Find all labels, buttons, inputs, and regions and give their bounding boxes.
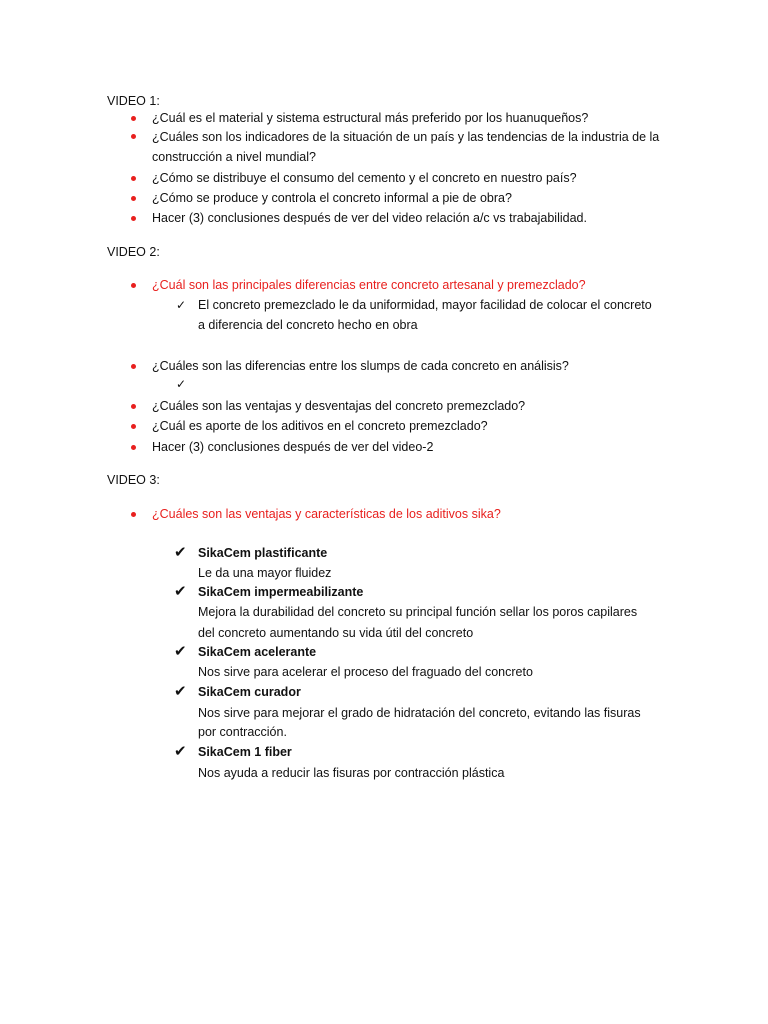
product-desc-curador: Nos sirve para mejorar el grado de hidratación del concreto, evitando las fisuras: [198, 706, 641, 720]
product-name-curador: SikaCem curador: [198, 685, 301, 699]
video2-question-4: ¿Cuál es aporte de los aditivos en el concreto premezclado?: [152, 419, 488, 433]
video3-title: VIDEO 3:: [107, 473, 160, 487]
check-icon: ✓: [176, 298, 187, 312]
video1-question-2: ¿Cuáles son los indicadores de la situación de un país y las tendencias de la industria de la: [152, 130, 660, 144]
video1-title: VIDEO 1:: [107, 94, 160, 108]
product-desc-plastificante: Le da una mayor fluidez: [198, 566, 332, 580]
product-name-acelerante: SikaCem acelerante: [198, 645, 317, 659]
bullet-icon: [131, 404, 136, 409]
video2-question-5: Hacer (3) conclusiones después de ver del video-2: [152, 440, 434, 454]
bullet-icon: [131, 196, 136, 201]
video1-question-3: ¿Cómo se distribuye el consumo del cemento y el concreto en nuestro país?: [152, 171, 577, 185]
check-icon: ✔: [174, 643, 187, 660]
bullet-icon: [131, 512, 136, 517]
bullet-icon: [131, 283, 136, 288]
bullet-icon: [131, 424, 136, 429]
bullet-icon: [131, 216, 136, 221]
check-icon: ✔: [174, 583, 187, 600]
video1-question-2-continued: construcción a nivel mundial?: [152, 150, 316, 164]
video3-question-1: ¿Cuáles son las ventajas y características de los aditivos sika?: [152, 507, 501, 521]
bullet-icon: [131, 364, 136, 369]
product-desc-curador-continued: por contracción.: [198, 725, 287, 739]
video2-question-1: ¿Cuál son las principales diferencias entre concreto artesanal y premezclado?: [152, 278, 586, 292]
video2-question-3: ¿Cuáles son las ventajas y desventajas del concreto premezclado?: [152, 399, 526, 413]
product-name-plastificante: SikaCem plastificante: [198, 546, 328, 560]
video2-question-2: ¿Cuáles son las diferencias entre los slumps de cada concreto en análisis?: [152, 359, 569, 373]
check-icon: ✔: [174, 743, 187, 760]
bullet-icon: [131, 176, 136, 181]
check-icon: ✓: [176, 377, 187, 391]
video2-title: VIDEO 2:: [107, 245, 160, 259]
check-icon: ✔: [174, 544, 187, 561]
product-desc-fiber: Nos ayuda a reducir las fisuras por contracción plástica: [198, 766, 505, 780]
video1-question-4: ¿Cómo se produce y controla el concreto informal a pie de obra?: [152, 191, 512, 205]
product-name-fiber: SikaCem 1 fiber: [198, 745, 292, 759]
check-icon: ✔: [174, 683, 187, 700]
product-name-impermeabilizante: SikaCem impermeabilizante: [198, 585, 364, 599]
video2-answer-1: El concreto premezclado le da uniformidad, mayor facilidad de colocar el concreto: [198, 298, 652, 312]
product-desc-impermeabilizante: Mejora la durabilidad del concreto su principal función sellar los poros capilares: [198, 605, 638, 619]
video1-question-1: ¿Cuál es el material y sistema estructural más preferido por los huanuqueños?: [152, 111, 589, 125]
product-desc-impermeabilizante-continued: del concreto aumentando su vida útil del concreto: [198, 626, 474, 640]
bullet-icon: [131, 134, 136, 139]
video2-answer-1-continued: a diferencia del concreto hecho en obra: [198, 318, 418, 332]
bullet-icon: [131, 116, 136, 121]
bullet-icon: [131, 445, 136, 450]
product-desc-acelerante: Nos sirve para acelerar el proceso del fraguado del concreto: [198, 665, 533, 679]
video1-question-5: Hacer (3) conclusiones después de ver del video relación a/c vs trabajabilidad.: [152, 211, 587, 225]
